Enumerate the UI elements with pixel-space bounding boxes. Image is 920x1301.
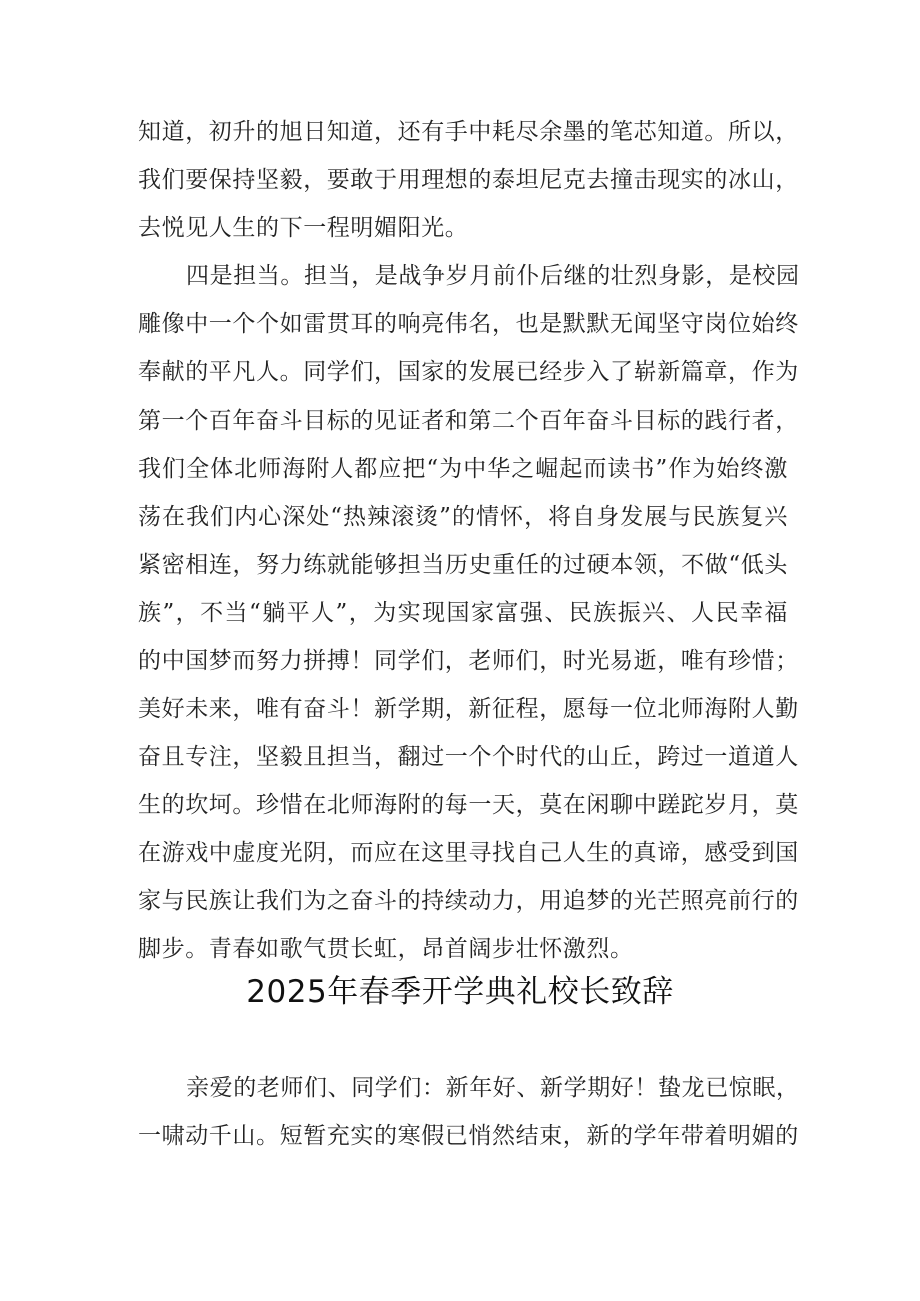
text-line: 在游戏中虚度光阴，而应在这里寻找自己人生的真谛，感受到国: [138, 840, 799, 866]
text-line: 一啸动千山。短暂充实的寒假已悄然结束，新的学年带着明媚的: [138, 1123, 799, 1149]
text-line: 去悦见人生的下一程明媚阳光。: [138, 215, 469, 241]
text-line: 我们要保持坚毅，要敢于用理想的泰坦尼克去撞击现实的冰山，: [138, 167, 799, 193]
text-line: 奉献的平凡人。同学们，国家的发展已经步入了崭新篇章，作为: [138, 359, 799, 385]
text-line: 紧密相连，努力练就能够担当历史重任的过硬本领，不做“低头: [138, 552, 788, 578]
text-line: 的中国梦而努力拼搏！同学们，老师们，时光易逝，唯有珍惜；: [138, 648, 799, 674]
text-line: 知道，初升的旭日知道，还有手中耗尽余墨的笔芯知道。所以，: [138, 119, 799, 145]
text-line: 荡在我们内心深处“热辣滚烫”的情怀，将自身发展与民族复兴: [138, 504, 788, 530]
text-line: 奋且专注，坚毅且担当，翻过一个个时代的山丘，跨过一道道人: [138, 744, 799, 770]
text-line: 生的坎坷。珍惜在北师海附的每一天，莫在闲聊中蹉跎岁月，莫: [138, 792, 799, 818]
text-line: 美好未来，唯有奋斗！新学期，新征程，愿每一位北师海附人勤: [138, 696, 799, 722]
text-line: 我们全体北师海附人都应把“为中华之崛起而读书”作为始终激: [138, 456, 788, 482]
text-line: 雕像中一个个如雷贯耳的响亮伟名，也是默默无闻坚守岗位始终: [138, 311, 799, 337]
text-line: 族”，不当“躺平人”，为实现国家富强、民族振兴、人民幸福: [138, 600, 788, 626]
text-line: 家与民族让我们为之奋斗的持续动力，用追梦的光芒照亮前行的: [138, 888, 799, 914]
text-line: 第一个百年奋斗目标的见证者和第二个百年奋斗目标的践行者，: [138, 408, 799, 434]
speech-title: 2025年春季开学典礼校长致辞: [246, 974, 674, 1010]
text-line: 四是担当。担当，是战争岁月前仆后继的壮烈身影，是校园: [186, 263, 800, 289]
text-line: 亲爱的老师们、同学们：新年好、新学期好！蛰龙已惊眠，: [186, 1075, 800, 1101]
text-line: 脚步。青春如歌气贯长虹，昂首阔步壮怀激烈。: [138, 936, 634, 962]
